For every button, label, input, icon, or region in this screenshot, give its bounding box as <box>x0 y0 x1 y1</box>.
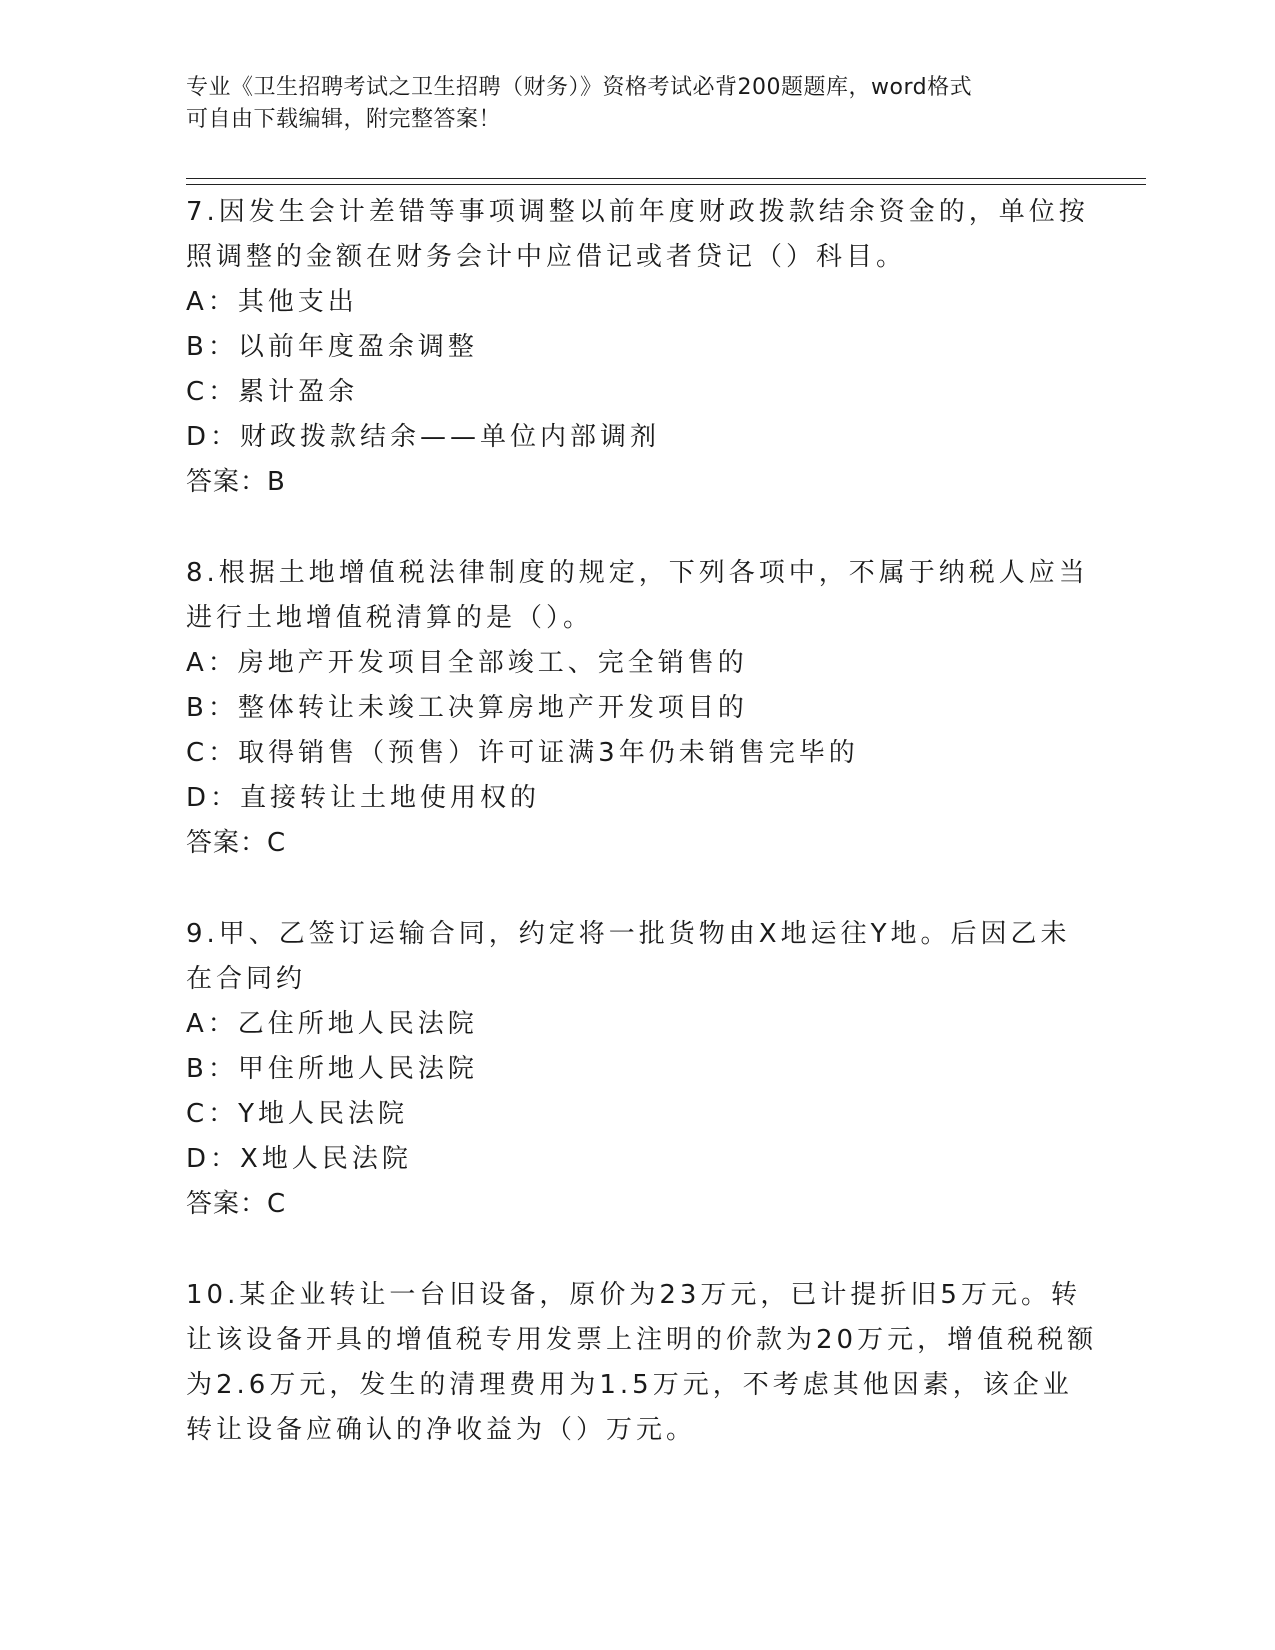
option-b: B：甲住所地人民法院 <box>186 1054 478 1084</box>
question-stem: 转让设备应确认的净收益为（）万元。 <box>186 1415 697 1445</box>
option-a: A：房地产开发项目全部竣工、完全销售的 <box>186 648 748 678</box>
option-a: A：其他支出 <box>186 287 358 317</box>
question-7 <box>186 190 1146 505</box>
option-c: C：取得销售（预售）许可证满3年仍未销售完毕的 <box>186 738 859 768</box>
option-b: B：整体转让未竣工决算房地产开发项目的 <box>186 693 748 723</box>
question-8 <box>186 551 1146 866</box>
header-line-1: 专业《卫生招聘考试之卫生招聘（财务）》资格考试必背200题题库，word格式 <box>186 75 973 100</box>
option-b: B：以前年度盈余调整 <box>186 332 478 362</box>
question-10 <box>186 1273 1146 1453</box>
question-stem: 让该设备开具的增值税专用发票上注明的价款为20万元，增值税税额 <box>186 1325 1098 1355</box>
header-line-2: 可自由下载编辑，附完整答案！ <box>186 107 502 132</box>
question-stem: 进行土地增值税清算的是（）。 <box>186 603 594 633</box>
option-d: D：财政拨款结余——单位内部调剂 <box>186 422 661 452</box>
question-stem: 8.根据土地增值税法律制度的规定，下列各项中，不属于纳税人应当 <box>186 558 1089 588</box>
option-d: D：X地人民法院 <box>186 1144 412 1174</box>
answer: 答案：B <box>186 467 286 497</box>
option-d: D：直接转让土地使用权的 <box>186 783 541 813</box>
question-stem: 7.因发生会计差错等事项调整以前年度财政拨款结余资金的，单位按 <box>186 197 1089 227</box>
option-c: C：累计盈余 <box>186 377 359 407</box>
answer: 答案：C <box>186 1189 287 1219</box>
option-c: C：Y地人民法院 <box>186 1099 409 1129</box>
question-stem: 9.甲、乙签订运输合同，约定将一批货物由X地运往Y地。后因乙未 <box>186 919 1071 949</box>
answer: 答案：C <box>186 828 287 858</box>
question-stem: 为2.6万元，发生的清理费用为1.5万元，不考虑其他因素，该企业 <box>186 1370 1073 1400</box>
question-stem: 10.某企业转让一台旧设备，原价为23万元，已计提折旧5万元。转 <box>186 1280 1081 1310</box>
question-9 <box>186 912 1146 1227</box>
header-divider <box>186 178 1146 185</box>
question-list <box>186 190 1146 1499</box>
question-stem: 在合同约 <box>186 964 307 994</box>
document-header <box>186 72 1086 136</box>
option-a: A：乙住所地人民法院 <box>186 1009 478 1039</box>
document-page <box>186 0 1146 1650</box>
question-stem: 照调整的金额在财务会计中应借记或者贷记（）科目。 <box>186 242 907 272</box>
